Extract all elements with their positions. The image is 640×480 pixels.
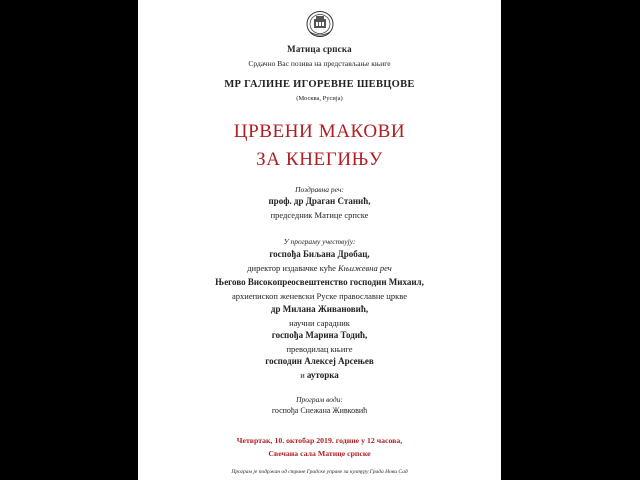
funding-note: Програм је подржан од стране Градске управе за културу Града Нови Сад (231, 469, 408, 475)
participant-6-name: ауторка (306, 370, 339, 380)
participant-2-name: Његово Високопреосвештенство господин Михаил, (215, 277, 424, 287)
program-label: У програму учествују: (283, 237, 356, 246)
event-date: Четвртак, 10. октобар 2019. године у 12 часова, (236, 436, 403, 445)
participant-4-name: госпођа Марина Тодић, (271, 330, 368, 340)
participant-1-role-text: директор издавачке куће (247, 263, 339, 273)
greeting-person: проф. др Драган Станић, (268, 196, 371, 206)
emblem-icon (305, 10, 335, 40)
participant-1-name: госпођа Биљана Дробац, (269, 249, 370, 259)
greeting-role: председник Матице српске (270, 210, 369, 220)
invitation-page (138, 0, 501, 480)
publisher-name: Књижевна реч (338, 263, 392, 273)
book-title-line1: ЦРВЕНИ МАКОВИ (233, 121, 406, 142)
host-label: Програм води: (296, 395, 343, 404)
host-person: госпођа Снежана Живковић (271, 406, 368, 415)
author-place: (Москва, Русија) (296, 95, 343, 102)
participant-6 (138, 371, 501, 380)
author-name: МР ГАЛИНЕ ИГОРЕВНЕ ШЕВЦОВЕ (224, 79, 415, 90)
invitation-text: Срдачно Вас позива на представљање књиге (248, 59, 391, 68)
participant-1-role (138, 264, 501, 273)
matica-srpska-logo (138, 10, 501, 40)
greeting-label: Поздравна реч: (295, 185, 344, 194)
participant-6-conjunction: и (300, 370, 307, 380)
participant-3-role: научни сарадник (289, 318, 350, 328)
book-title-line2: ЗА КНЕГИЊУ (256, 149, 383, 170)
event-venue: Свечана сала Матице српске (268, 449, 371, 458)
participant-3-name: др Милана Живановић, (270, 304, 369, 314)
participant-4-role: преводилац књиге (286, 344, 353, 354)
participant-2-role: архиепископ женевски Руске православне цркве (232, 291, 407, 301)
brand-name: Матица српска (287, 44, 352, 54)
participant-5-name: господин Алексеј Арсењев (265, 356, 374, 366)
